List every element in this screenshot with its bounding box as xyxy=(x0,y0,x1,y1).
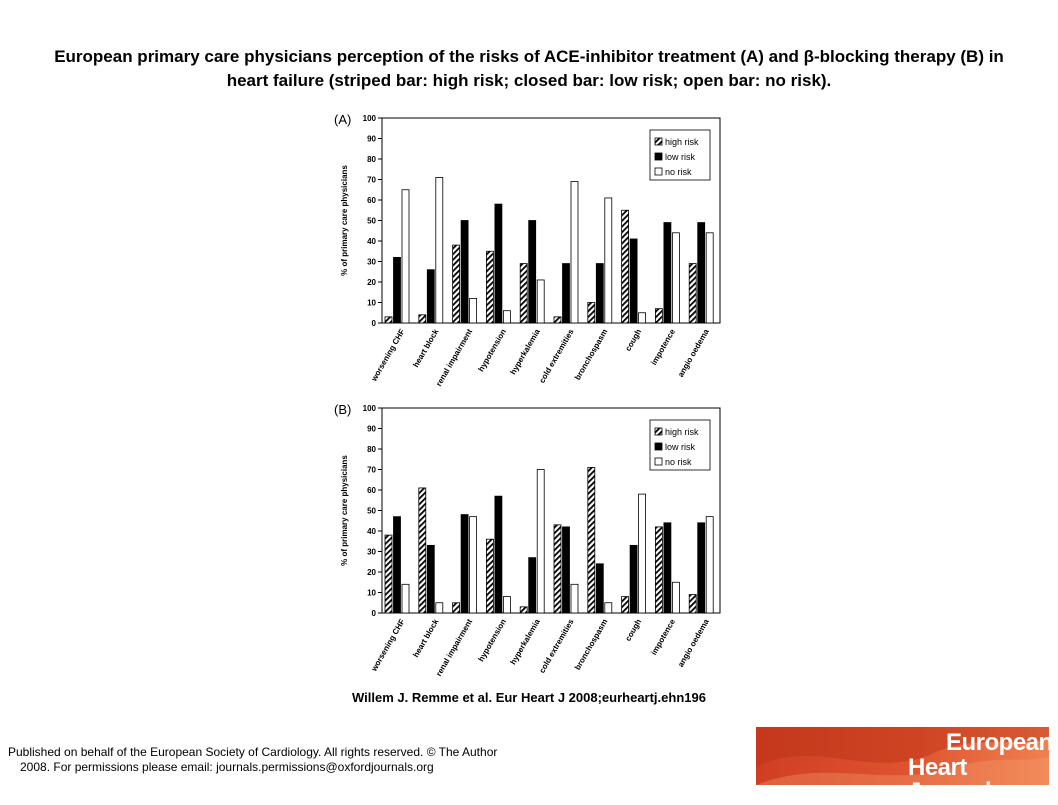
chart-a-y-tick-label: 50 xyxy=(367,216,376,226)
chart-a-legend-label: high risk xyxy=(665,137,699,147)
chart-b-panel-label: (B) xyxy=(334,402,352,417)
chart-a-y-tick-label: 100 xyxy=(362,114,376,123)
chart-b-bar-striped xyxy=(453,603,460,613)
chart-a-y-tick-label: 60 xyxy=(367,196,376,205)
chart-b-y-tick-label: 100 xyxy=(362,404,376,413)
chart-b-bar-closed xyxy=(563,527,570,613)
chart-b-bar-open xyxy=(639,494,646,613)
journal-logo xyxy=(756,727,1053,805)
chart-b-bar-open xyxy=(436,603,443,613)
chart-a-bar-striped xyxy=(554,317,561,323)
chart-a-y-tick-label: 0 xyxy=(371,319,376,328)
chart-a-bar-closed xyxy=(596,264,603,323)
chart-b-bar-closed xyxy=(427,545,434,613)
logo-text-line-1: European xyxy=(946,729,1053,756)
chart-a-category-label: cough xyxy=(623,327,644,353)
chart-a-legend-swatch xyxy=(655,153,662,160)
chart-b-bar-open xyxy=(537,470,544,614)
chart-b-bar-closed xyxy=(698,523,705,613)
chart-a-bar-open xyxy=(503,311,510,323)
chart-b-bar-striped xyxy=(419,488,426,613)
chart-a-y-tick-label: 10 xyxy=(367,298,376,308)
chart-b-bar-open xyxy=(605,603,612,613)
chart-b-y-tick-label: 30 xyxy=(367,547,376,557)
chart-a-category-label: worsening CHF xyxy=(369,327,407,383)
chart-b-bar-open xyxy=(706,517,713,613)
copyright-line-2: 2008. For permissions please email: journals.permissions@oxfordjournals.org xyxy=(20,760,434,774)
chart-b-bar-striped xyxy=(385,535,392,613)
chart-b-legend-swatch xyxy=(655,428,662,435)
chart-b-bar-closed xyxy=(664,523,671,613)
chart-b-bar-striped xyxy=(554,525,561,613)
logo-text-line-2: Heart Journal xyxy=(908,754,992,805)
chart-b-bar-open xyxy=(503,597,510,613)
chart-a-category-label: hyperkalemia xyxy=(508,327,542,377)
chart-b-bar-striped xyxy=(588,467,595,613)
chart-a-bar-closed xyxy=(461,221,468,324)
chart-a-bar-open xyxy=(605,198,612,323)
chart-b-category-label: bronchospasm xyxy=(572,617,610,672)
chart-a-legend-swatch xyxy=(655,168,662,175)
chart-a-bar-closed xyxy=(698,223,705,323)
chart-b-category-label: renal impairment xyxy=(434,617,475,678)
chart-a-y-axis-label: % of primary care physicians xyxy=(340,165,349,276)
chart-a-bar-striped xyxy=(655,309,662,323)
chart-a-y-tick-label: 30 xyxy=(367,257,376,267)
chart-b-category-label: heart block xyxy=(411,617,441,659)
chart-a-bar-closed xyxy=(664,223,671,323)
chart-b-category-label: hyperkalemia xyxy=(508,617,542,667)
chart-a-category-label: heart block xyxy=(411,327,441,369)
chart-a-bar-open xyxy=(436,177,443,323)
chart-b-legend-swatch xyxy=(655,443,662,450)
chart-b-y-tick-label: 50 xyxy=(367,506,376,516)
chart-b-bar-closed xyxy=(596,564,603,613)
chart-a-bar-closed xyxy=(563,264,570,323)
chart-b-legend-swatch xyxy=(655,458,662,465)
chart-a-bar-striped xyxy=(486,251,493,323)
chart-a-legend-label: no risk xyxy=(665,167,692,177)
chart-a-bar-striped xyxy=(520,264,527,323)
chart-b-bar-closed xyxy=(461,515,468,613)
chart-a-bar-open xyxy=(537,280,544,323)
chart-a-bar-striped xyxy=(419,315,426,323)
chart-b-y-tick-label: 90 xyxy=(367,424,376,434)
chart-b-y-axis-label: % of primary care physicians xyxy=(340,455,349,566)
chart-a-bar-open xyxy=(639,313,646,323)
chart-b-category-label: hypotension xyxy=(476,617,509,664)
chart-b-y-tick-label: 80 xyxy=(367,445,376,454)
chart-a-y-tick-label: 80 xyxy=(367,155,376,164)
figure-title: European primary care physicians perception of the risks of ACE-inhibitor treatment (A) and β-blocking therapy (B) in heart failure (striped bar: high risk; closed bar: low risk; open bar: no risk). xyxy=(54,47,1004,90)
chart-b-bar-striped xyxy=(520,607,527,613)
chart-a-bar-striped xyxy=(453,245,460,323)
chart-a xyxy=(332,108,732,390)
chart-a-y-tick-label: 90 xyxy=(367,134,376,144)
chart-b-bar-striped xyxy=(655,527,662,613)
chart-b-bar-closed xyxy=(495,496,502,613)
chart-b-bar-open xyxy=(672,582,679,613)
chart-a-bar-striped xyxy=(689,264,696,323)
chart-a-panel-label: (A) xyxy=(334,112,352,127)
chart-a-legend-swatch xyxy=(655,138,662,145)
chart-a-bar-open xyxy=(571,182,578,323)
chart-b-bar-closed xyxy=(394,517,401,613)
chart-b-y-tick-label: 20 xyxy=(367,568,376,577)
chart-a-category-label: impotence xyxy=(649,327,678,367)
copyright-line-1: Published on behalf of the European Society of Cardiology. All rights reserved. © The Author xyxy=(8,745,498,759)
chart-b-category-label: impotence xyxy=(649,617,678,657)
chart-a-y-tick-label: 20 xyxy=(367,278,376,287)
chart-b-y-tick-label: 10 xyxy=(367,588,376,598)
chart-a-bar-closed xyxy=(495,204,502,323)
chart-a-legend-label: low risk xyxy=(665,152,696,162)
chart-b-legend-label: high risk xyxy=(665,427,699,437)
chart-b-bar-striped xyxy=(689,595,696,613)
chart-b-bar-striped xyxy=(622,597,629,613)
chart-a-y-tick-label: 40 xyxy=(367,237,376,246)
chart-b-y-tick-label: 0 xyxy=(371,609,376,618)
chart-b xyxy=(332,398,732,680)
chart-a-bar-striped xyxy=(622,210,629,323)
chart-a-bar-closed xyxy=(630,239,637,323)
chart-b-legend-label: low risk xyxy=(665,442,696,452)
chart-b-category-label: cough xyxy=(623,617,644,643)
chart-a-bar-open xyxy=(706,233,713,323)
chart-b-bar-closed xyxy=(630,545,637,613)
citation: Willem J. Remme et al. Eur Heart J 2008;eurheartj.ehn196 xyxy=(352,690,706,705)
chart-b-y-tick-label: 40 xyxy=(367,527,376,536)
chart-a-bar-closed xyxy=(427,270,434,323)
chart-a-bar-open xyxy=(672,233,679,323)
chart-b-category-label: cold extremities xyxy=(537,617,576,675)
chart-b-category-label: angio oedema xyxy=(676,617,711,669)
chart-b-bar-closed xyxy=(529,558,536,613)
chart-a-category-label: angio oedema xyxy=(676,327,711,379)
chart-a-category-label: renal impairment xyxy=(434,327,475,388)
chart-a-bar-open xyxy=(470,298,477,323)
chart-a-bar-closed xyxy=(529,221,536,324)
chart-a-category-label: hypotension xyxy=(476,327,509,374)
chart-a-category-label: cold extremities xyxy=(537,327,576,385)
chart-a-bar-striped xyxy=(385,317,392,323)
chart-b-y-tick-label: 70 xyxy=(367,465,376,475)
chart-a-bar-open xyxy=(402,190,409,323)
chart-a-category-label: bronchospasm xyxy=(572,327,610,382)
chart-a-bar-striped xyxy=(588,303,595,324)
copyright-footer xyxy=(8,745,608,775)
chart-b-bar-striped xyxy=(486,539,493,613)
chart-b-legend-label: no risk xyxy=(665,457,692,467)
chart-b-category-label: worsening CHF xyxy=(369,617,407,673)
chart-a-y-tick-label: 70 xyxy=(367,175,376,185)
chart-a-bar-closed xyxy=(394,257,401,323)
chart-b-bar-open xyxy=(470,517,477,613)
chart-b-bar-open xyxy=(402,584,409,613)
chart-b-y-tick-label: 60 xyxy=(367,486,376,495)
chart-b-bar-open xyxy=(571,584,578,613)
